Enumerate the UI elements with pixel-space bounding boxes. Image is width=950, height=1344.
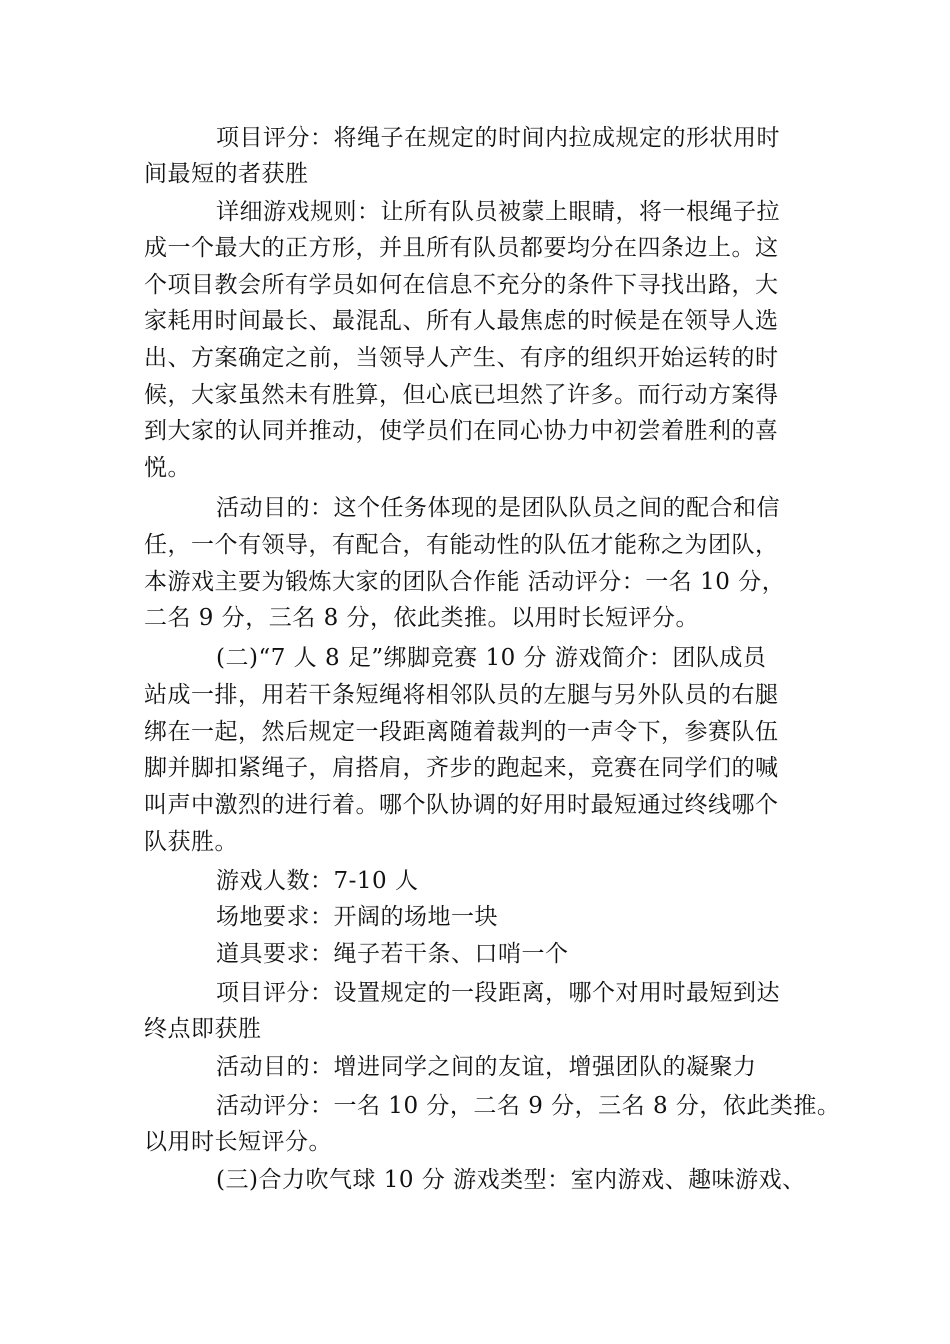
text-line: 间最短的者获胜	[144, 161, 309, 187]
text-line: 队获胜。	[144, 829, 238, 855]
text-line: 到大家的认同并推动，使学员们在同心协力中初尝着胜利的喜	[144, 418, 779, 444]
text-line: 活动目的：这个任务体现的是团队队员之间的配合和信	[216, 495, 780, 521]
text-line: 二名 9 分，三名 8 分，依此类推。以用时长短评分。	[144, 605, 700, 631]
text-line: 悦。	[144, 455, 191, 481]
text-line: 候，大家虽然未有胜算，但心底已坦然了许多。而行动方案得	[144, 382, 779, 408]
text-line: 活动评分：一名 10 分，二名 9 分，三名 8 分，依此类推。	[216, 1093, 841, 1119]
text-line: 本游戏主要为锻炼大家的团队合作能 活动评分：一名 10 分，	[144, 569, 786, 595]
text-line: 游戏人数：7-10 人	[216, 868, 419, 894]
text-line: 项目评分：将绳子在规定的时间内拉成规定的形状用时	[216, 125, 780, 151]
text-line: (二)“7 人 8 足”绑脚竞赛 10 分 游戏简介：团队成员	[216, 645, 767, 671]
text-line: 绑在一起，然后规定一段距离随着裁判的一声令下，参赛队伍	[144, 719, 779, 745]
text-line: 家耗用时间最长、最混乱、所有人最焦虑的时候是在领导人选	[144, 308, 779, 334]
text-line: 项目评分：设置规定的一段距离，哪个对用时最短到达	[216, 980, 780, 1006]
text-line: 场地要求：开阔的场地一块	[216, 904, 498, 930]
text-line: 站成一排，用若干条短绳将相邻队员的左腿与另外队员的右腿	[144, 682, 779, 708]
text-line: 出、方案确定之前，当领导人产生、有序的组织开始运转的时	[144, 345, 779, 371]
text-line: 任，一个有领导，有配合，有能动性的队伍才能称之为团队，	[144, 532, 779, 558]
text-line: 道具要求：绳子若干条、口哨一个	[216, 941, 569, 967]
text-line: (三)合力吹气球 10 分 游戏类型：室内游戏、趣味游戏、	[216, 1167, 806, 1193]
text-line: 成一个最大的正方形，并且所有队员都要均分在四条边上。这	[144, 235, 779, 261]
text-line: 个项目教会所有学员如何在信息不充分的条件下寻找出路，大	[144, 272, 779, 298]
text-line: 叫声中激烈的进行着。哪个队协调的好用时最短通过终线哪个	[144, 792, 779, 818]
text-line: 活动目的：增进同学之间的友谊，增强团队的凝聚力	[216, 1054, 757, 1080]
text-line: 以用时长短评分。	[144, 1129, 332, 1155]
text-line: 脚并脚扣紧绳子，肩搭肩，齐步的跑起来，竞赛在同学们的喊	[144, 755, 779, 781]
text-line: 详细游戏规则：让所有队员被蒙上眼睛，将一根绳子拉	[216, 199, 780, 225]
text-line: 终点即获胜	[144, 1016, 262, 1042]
